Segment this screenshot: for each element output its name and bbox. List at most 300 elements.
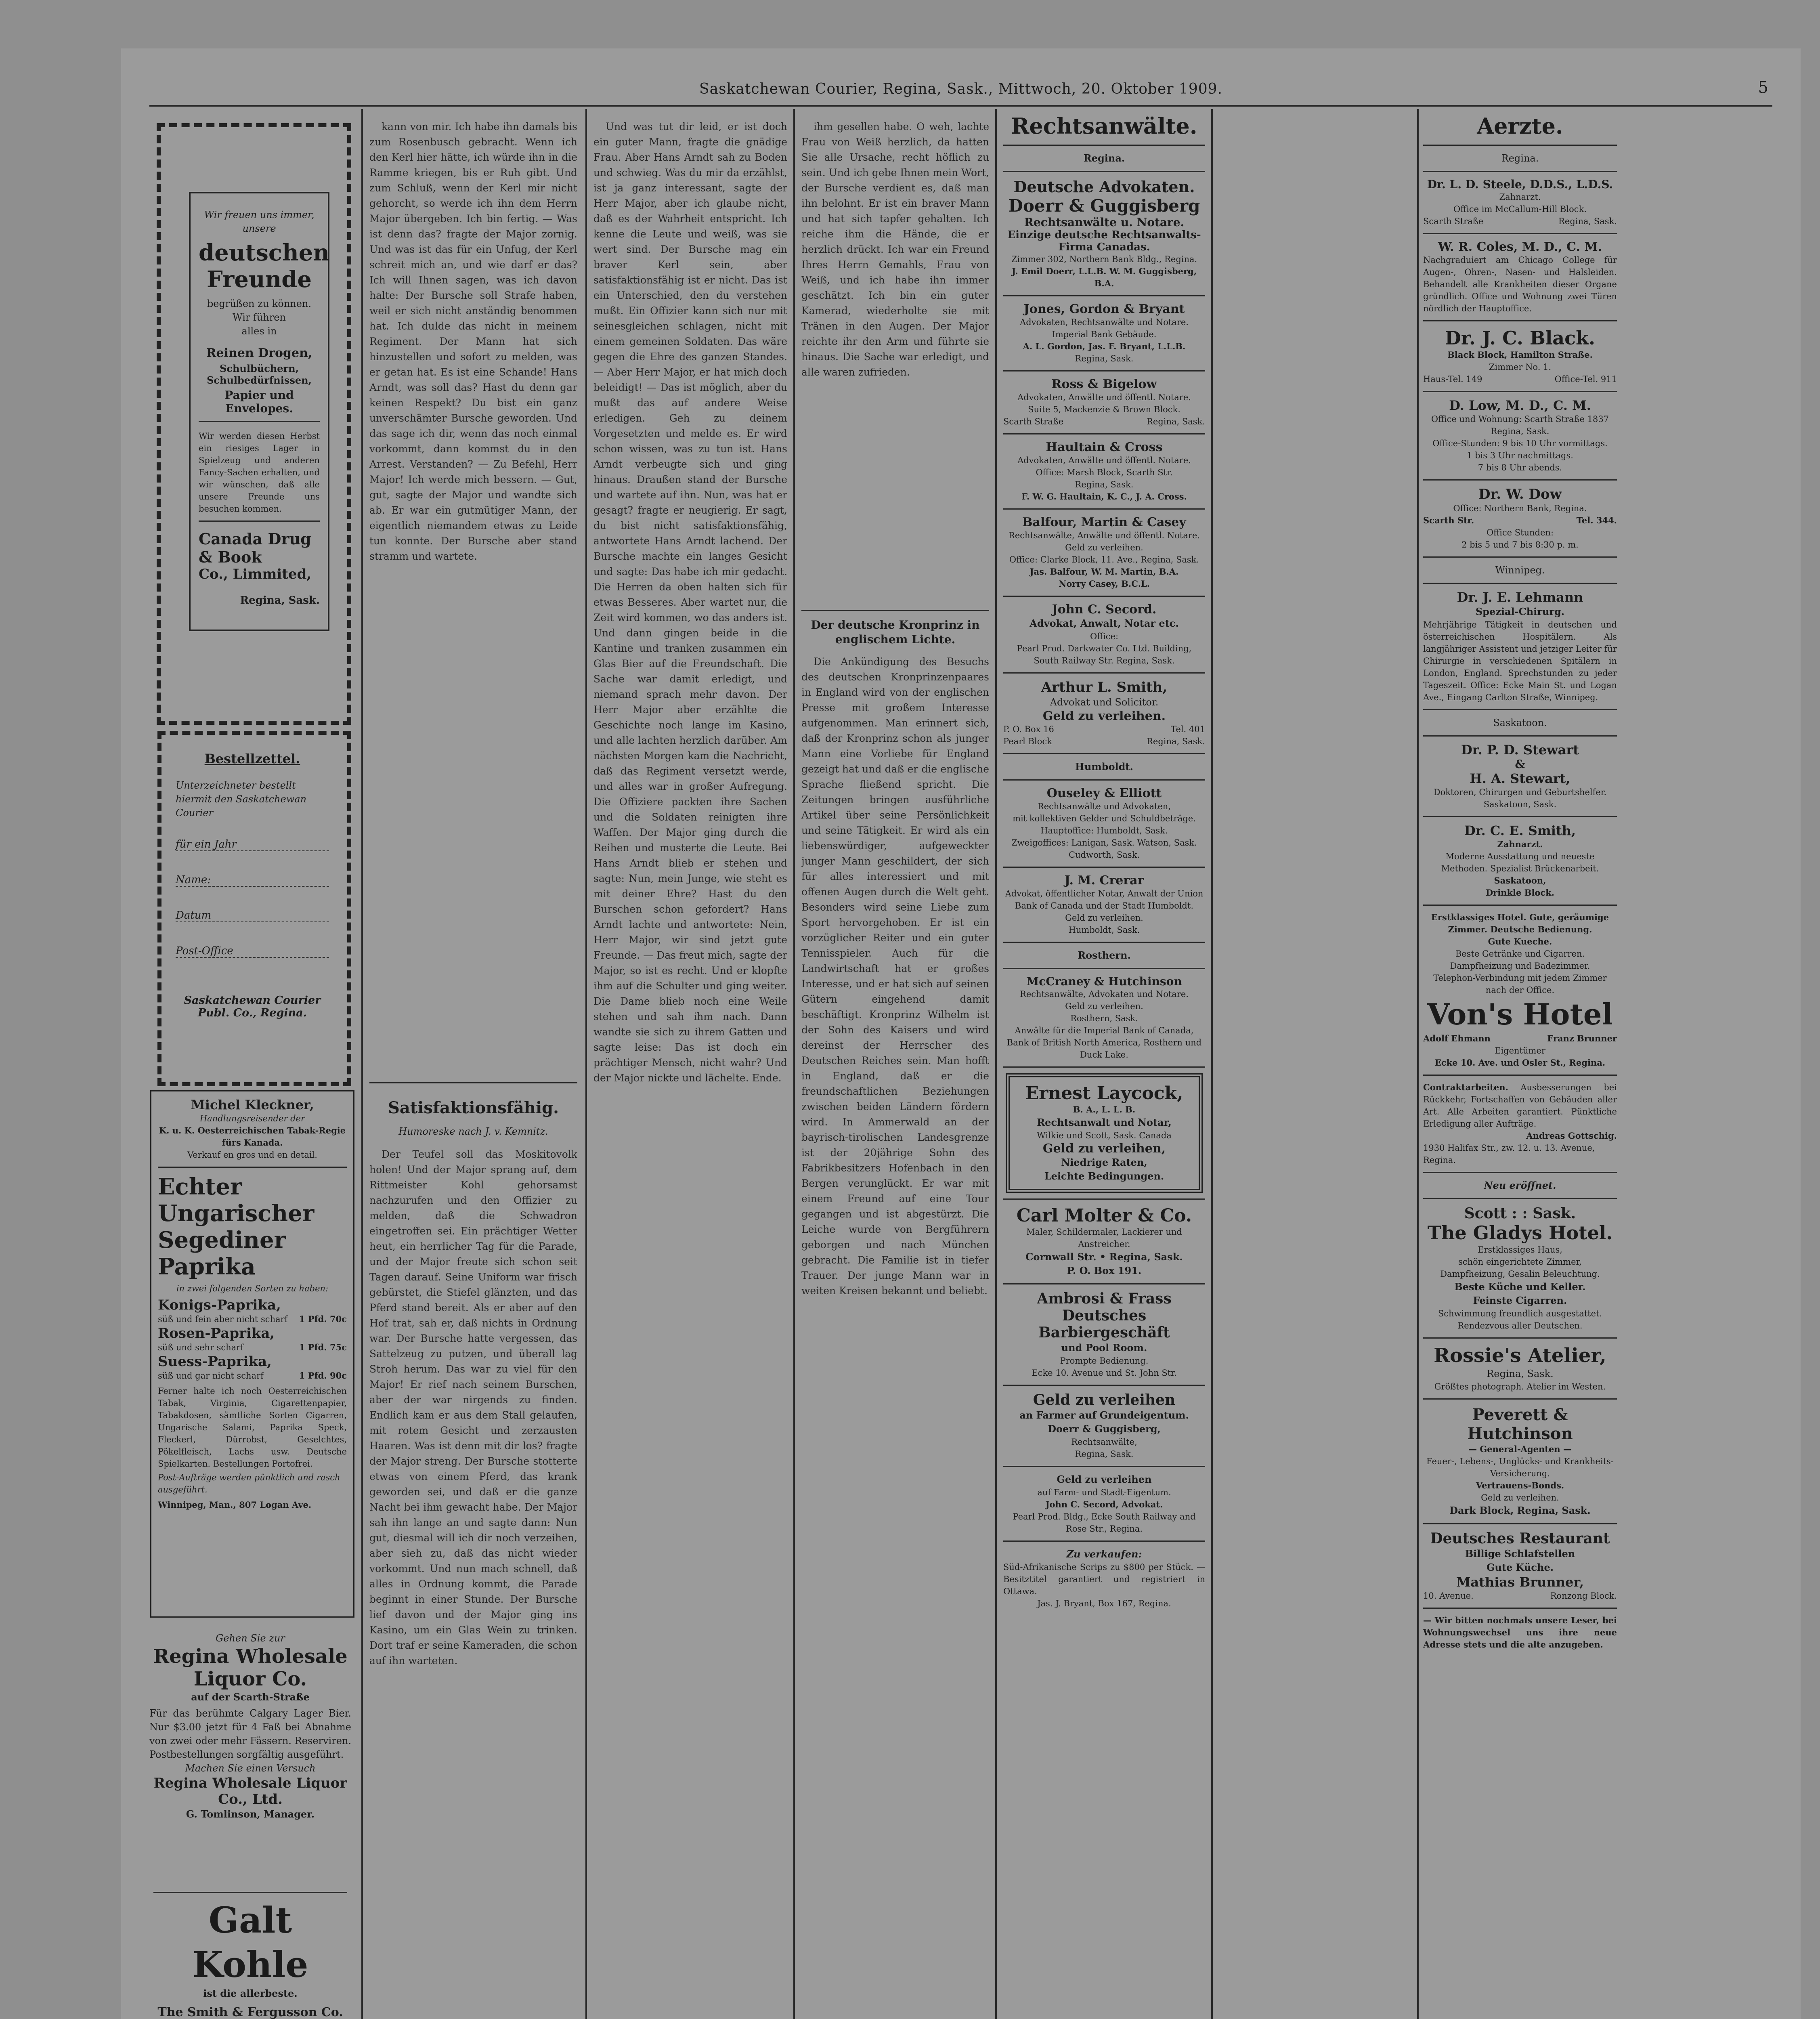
restaurant-title: Deutsches Restaurant	[1430, 1530, 1610, 1547]
restaurant-owner: Mathias Brunner,	[1456, 1574, 1584, 1590]
doctor-hours: 1 bis 3 Uhr nachmittags.	[1467, 451, 1573, 460]
doctor-body: Mehrjährige Tätigkeit in deutschen und österreichischen Hospitälern. Als langjähriger Assistent und jetziger Leiter für Chirurgie in verschiedenen Spitälern in London, England. Sprechstunden zu jeder Tageszeit. Office: Ecke Main St. und Logan Ave., Eingang Carlton Straße, Winnipeg.	[1423, 620, 1617, 702]
ad-body: Wir werden diesen Herbst ein riesiges Lager in Spielzeug und anderen Fancy-Sachen erhalten, und wir wünschen, daß alle unsere Freunde uns besuchen kommen.	[199, 431, 320, 514]
order-form-footer: Saskatchewan Courier Publ. Co., Regina.	[184, 994, 321, 1019]
firm-name: J. M. Crerar	[1064, 873, 1144, 888]
firm-city: Regina, Sask.	[1147, 417, 1205, 426]
firm-partners: Norry Casey, B.C.L.	[1059, 579, 1150, 589]
doctor-black	[1423, 327, 1617, 385]
headline-line: Echter	[158, 1173, 242, 1200]
canada-drug-inner-frame	[189, 192, 329, 631]
atelier-city: Regina, Sask.	[1487, 1368, 1554, 1379]
restaurant-line: Gute Küche.	[1486, 1561, 1554, 1573]
agency-sub: — General-Agenten —	[1468, 1444, 1572, 1454]
ad-line: begrüßen zu können. Wir führen	[207, 298, 312, 323]
firm-city: Rosthern, Sask.	[1070, 1014, 1138, 1023]
divider	[801, 610, 989, 611]
divider	[1003, 1385, 1205, 1386]
divider	[1003, 672, 1205, 674]
firm-name: Arthur L. Smith,	[1041, 679, 1168, 695]
lawyer-haultain	[1003, 440, 1205, 503]
firm-addr: Pearl Prod. Bldg., Ecke South Railway and Rose Str., Regina.	[1013, 1512, 1196, 1534]
ad-sign: Jas. J. Bryant, Box 167, Regina.	[1037, 1599, 1171, 1608]
doctor-addr: Black Block, Hamilton Straße.	[1447, 350, 1593, 360]
restaurant-addr: 10. Avenue.	[1423, 1591, 1474, 1601]
agency-name: Peverett & Hutchinson	[1467, 1405, 1573, 1443]
divider	[1003, 1198, 1205, 1200]
firm-desc: Anwälte für die Imperial Bank of Canada, Bank of British North America, Rosthern und Duck Lake.	[1006, 1026, 1202, 1060]
kleckner-sub: Verkauf en gros und en detail.	[187, 1150, 317, 1160]
divider	[199, 520, 320, 522]
doctor-hours: 7 bis 8 Uhr abends.	[1478, 463, 1562, 472]
brunner-restaurant-ad	[1423, 1530, 1617, 1602]
doctor-office: Office im McCallum-Hill Block.	[1453, 204, 1587, 214]
order-form-field-year[interactable]: für ein Jahr	[176, 836, 329, 851]
hotel-line: Dampfheizung und Badezimmer.	[1450, 961, 1590, 971]
paprika-name: Rosen-Paprika,	[158, 1325, 275, 1341]
firm-service: Prompte Bedienung.	[1060, 1356, 1149, 1366]
firm-sub: und Pool Room.	[1061, 1342, 1147, 1354]
firm-terms: Leichte Bedingungen.	[1044, 1170, 1164, 1182]
doctor-hours-title: Office Stunden:	[1486, 528, 1554, 537]
lawyer-secord	[1003, 602, 1205, 667]
firm-geld: Geld zu verleihen.	[1042, 709, 1166, 723]
doctor-sub: Doktoren, Chirurgen und Geburtshelfer.	[1433, 787, 1607, 797]
ad-products: Papier und Envelopes.	[224, 388, 294, 415]
story-continued-text	[593, 119, 787, 2019]
top-rule	[149, 105, 1772, 107]
liquor-body: Für das berühmte Calgary Lager Bier. Nur $3.00 jetzt für 4 Faß bei Abnahme von zwei oder mehr Fässern. Reserviren. Postbestellungen sorgfältig ausgeführt.	[149, 1708, 351, 1760]
divider	[1003, 867, 1205, 868]
firm-office: Office: Clarke Block, 11. Ave., Regina, Sask.	[1009, 555, 1199, 565]
doctor-tel: Haus-Tel. 149	[1423, 374, 1482, 384]
firm-addr: Wilkie und Scott, Sask. Canada	[1037, 1131, 1172, 1140]
city-header: Humboldt.	[1075, 761, 1133, 772]
ad-headline: deutschen Freunde	[199, 239, 330, 293]
firm-office: Zweigoffices: Lanigan, Sask. Watson, Sask. Cudworth, Sask.	[1011, 838, 1197, 860]
divider	[1003, 295, 1205, 296]
lawyer-doerr	[1003, 178, 1205, 290]
firm-geld: Geld zu verleihen,	[1042, 1142, 1166, 1156]
order-form	[157, 731, 351, 1086]
firm-name: Doerr & Guggisberg,	[1048, 1423, 1161, 1435]
molter-ad	[1003, 1205, 1205, 1278]
divider	[1003, 1283, 1205, 1284]
firm-name: John C. Secord, Advokat.	[1045, 1499, 1163, 1509]
liquor-firm: Co., Ltd.	[218, 1791, 283, 1807]
doctor-room: Zimmer No. 1.	[1489, 362, 1552, 372]
gottschig-ad	[1423, 1081, 1617, 1166]
order-form-field-date[interactable]: Datum	[176, 907, 329, 922]
paprika-price: 1 Pfd. 75c	[299, 1342, 347, 1352]
divider	[1423, 1198, 1617, 1199]
divider	[1423, 905, 1617, 906]
divider	[1003, 508, 1205, 510]
ampersand: &	[1515, 758, 1525, 771]
doctor-city: Saskatoon,	[1494, 875, 1546, 886]
doctor-street: Scarth Str.	[1423, 515, 1474, 525]
ad-body: Ausbesserungen bei Rückkehr, Fortschaffen von Gebäuden aller Art. Alle Arbeiten garantiert. Pünktliche Erledigung aller Aufträge.	[1423, 1083, 1617, 1129]
hotel-owner: Adolf Ehmann	[1423, 1033, 1491, 1043]
city-header: Saskatoon.	[1493, 717, 1547, 728]
city-header: Rosthern.	[1078, 949, 1131, 961]
atelier-sub: Größtes photograph. Atelier im Westen.	[1434, 1382, 1606, 1391]
paprika-name: Suess-Paprika,	[158, 1354, 272, 1370]
doctor-name: Dr. J. C. Black.	[1445, 327, 1596, 349]
kleckner-name: Michel Kleckner,	[191, 1097, 314, 1112]
firm-sub: Rechtsanwälte, Advokaten und Notare.	[1020, 989, 1189, 999]
firm-title: Deutsche Advokaten.	[1013, 178, 1195, 196]
firm-addr: Zimmer 302, Northern Bank Bldg., Regina.	[1011, 254, 1197, 264]
hotel-line: Schwimmung freundlich ausgestattet.	[1438, 1309, 1602, 1318]
ad-firm: Co., Limmited,	[199, 566, 312, 582]
firm-street: Scarth Straße	[1003, 417, 1064, 426]
hotel-city: Scott : : Sask.	[1464, 1205, 1576, 1222]
doctor-hours: Office-Stunden: 9 bis 10 Uhr vormittags.	[1432, 439, 1608, 448]
hotel-line: Erstklassiges Haus,	[1478, 1245, 1562, 1255]
firm-name: Jones, Gordon & Bryant	[1023, 302, 1185, 316]
paprika-list	[158, 1297, 347, 1382]
kleckner-body: Post-Aufträge werden pünktlich und rasch ausgeführt.	[158, 1473, 340, 1494]
liquor-firm: Regina Wholesale Liquor	[153, 1775, 347, 1791]
doctor-city: Regina, Sask.	[1558, 216, 1617, 226]
ad-name: Andreas Gottschig.	[1526, 1131, 1617, 1141]
doctor-sub: Zahnarzt.	[1499, 192, 1541, 202]
order-form-field-postoffice[interactable]: Post-Office	[176, 942, 329, 958]
firm-name: Balfour, Martin & Casey	[1022, 515, 1186, 529]
agency-line: Vertrauens-Bonds.	[1476, 1480, 1564, 1490]
doctor-street: Scarth Straße	[1423, 216, 1484, 226]
column-rule	[361, 109, 363, 2019]
firm-name: McCraney & Hutchinson	[1026, 975, 1182, 988]
firm-addr: Cornwall Str. • Regina, Sask.	[1025, 1251, 1183, 1263]
divider	[1003, 753, 1205, 754]
firm-box: P. O. Box 16	[1003, 724, 1054, 734]
city-header: Winnipeg.	[1495, 565, 1545, 576]
ad-products: Reinen Drogen,	[206, 346, 312, 360]
doctor-sub: Zahnarzt.	[1497, 839, 1543, 849]
hotel-head: Neu eröffnet.	[1484, 1179, 1556, 1191]
doctor-lehmann	[1423, 590, 1617, 703]
address-change-notice: — Wir bitten nochmals unsere Leser, bei Wohnungswechsel uns ihre neue Adresse stets und die alte anzugeben.	[1423, 1615, 1617, 1650]
column-rule	[793, 109, 795, 2019]
doctor-stewart	[1423, 742, 1617, 810]
firm-office: Office:	[1090, 632, 1119, 641]
restaurant-line: Billige Schlafstellen	[1465, 1548, 1575, 1559]
doctor-body: Nachgraduiert am Chicago College für Augen-, Ohren-, Nasen- und Halsleiden. Behandelt alle Krankheiten dieser Organe gründlich. Office und Wohnung zwei Türen nördlich der Hauptoffice.	[1423, 255, 1617, 313]
firm-geld: Geld zu verleihen.	[1065, 1001, 1143, 1011]
divider	[1003, 596, 1205, 597]
doctor-name: H. A. Stewart,	[1470, 771, 1570, 786]
kleckner-headline	[158, 1173, 347, 1280]
section-header: Rechtsanwälte.	[1011, 113, 1197, 139]
doctor-esmith	[1423, 823, 1617, 899]
divider	[1423, 1172, 1617, 1173]
galt-firm: The Smith & Fergusson Co.	[157, 2005, 343, 2019]
divider	[1423, 233, 1617, 234]
doctor-name: Dr. J. E. Lehmann	[1457, 590, 1583, 605]
doctor-city: Regina, Sask.	[1491, 426, 1550, 436]
ad-firm: Canada Drug & Book	[199, 530, 311, 566]
city-header: Regina.	[1501, 153, 1539, 164]
doctor-tel: Office-Tel. 911	[1554, 374, 1617, 384]
atelier-name: Rossie's Atelier,	[1434, 1344, 1606, 1367]
firm-block: Pearl Block	[1003, 737, 1052, 746]
firm-sub: Rechtsanwalt und Notar,	[1037, 1117, 1172, 1128]
ad-title: Zu verkaufen:	[1066, 1548, 1142, 1560]
doctor-dow	[1423, 486, 1617, 551]
ad-title: Geld zu verleihen	[1057, 1473, 1152, 1485]
hotel-line: Gute Kueche.	[1488, 936, 1552, 947]
doctor-sub: Spezial-Chirurg.	[1475, 606, 1565, 617]
lawyer-ross	[1003, 377, 1205, 428]
firm-sub: Advokat und Solicitor.	[1050, 697, 1159, 708]
kleckner-sub: K. u. K. Oesterreichischen Tabak-Regie fürs Kanada.	[159, 1125, 346, 1148]
laycock-ad	[1006, 1073, 1203, 1193]
agency-line: Dark Block, Regina, Sask.	[1449, 1505, 1591, 1516]
firm-partners: J. Emil Doerr, L.L.B. W. M. Guggisberg, B.A.	[1011, 266, 1197, 288]
kleckner-sub: Handlungsreisender der	[199, 1114, 305, 1123]
order-form-field-name[interactable]: Name:	[176, 871, 329, 887]
paprika-item	[158, 1325, 347, 1354]
kronprinz-text	[801, 654, 989, 2019]
hotel-line: Beste Küche und Keller.	[1454, 1281, 1586, 1293]
masthead: Saskatchewan Courier, Regina, Sask., Mittwoch, 20. Oktober 1909.	[699, 81, 1222, 97]
ad-title: Geld zu verleihen	[1033, 1391, 1176, 1408]
doctor-name: Dr. C. E. Smith,	[1464, 823, 1576, 838]
firm-sub: Advokaten, Anwälte und öffentl. Notare.	[1017, 455, 1191, 465]
divider	[1423, 556, 1617, 558]
doctor-coles	[1423, 240, 1617, 315]
firm-addr: Ecke 10. Avenue und St. John Str.	[1032, 1368, 1177, 1378]
doctor-tel: Tel. 344.	[1576, 515, 1617, 525]
divider	[153, 1892, 347, 1893]
doctor-name: Dr. W. Dow	[1478, 486, 1562, 502]
hotel-name: Von's Hotel	[1427, 997, 1613, 1031]
firm-role: Rechtsanwälte,	[1071, 1437, 1137, 1447]
hotel-line: Beste Getränke und Cigarren.	[1455, 949, 1585, 959]
divider	[1423, 391, 1617, 392]
doctor-name: Dr. P. D. Stewart	[1461, 742, 1579, 758]
firm-geld: Geld zu verleihen.	[1065, 543, 1143, 552]
city-header: Regina.	[1083, 152, 1125, 164]
divider	[1423, 583, 1617, 584]
firm-sub: Advokaten, Rechtsanwälte und Notare.	[1020, 317, 1189, 327]
divider	[1003, 968, 1205, 969]
story-end-text	[801, 119, 989, 604]
ad-city: Regina, Sask.	[240, 594, 320, 607]
doctor-city: Saskatoon, Sask.	[1483, 800, 1557, 809]
hotel-line: Rendezvous aller Deutschen.	[1457, 1321, 1583, 1331]
divider	[369, 1082, 577, 1083]
divider	[158, 1167, 347, 1168]
firm-desc: Einzige deutsche Rechtsanwalts-Firma Canadas.	[1007, 229, 1201, 253]
story-text	[369, 1147, 577, 2019]
order-form-inner	[176, 751, 329, 1019]
rossie-atelier-ad	[1423, 1344, 1617, 1393]
lawyer-mccraney	[1003, 975, 1205, 1061]
headline-line: Paprika	[158, 1253, 256, 1280]
ad-title: Contraktarbeiten.	[1423, 1082, 1508, 1092]
firm-sub: Rechtsanwälte, Anwälte und öffentl. Notare.	[1009, 531, 1200, 540]
secord-geld-ad	[1003, 1473, 1205, 1535]
divider	[1423, 1075, 1617, 1076]
firm-box: P. O. Box 191.	[1067, 1265, 1142, 1276]
firm-name: Ernest Laycock,	[1025, 1083, 1183, 1104]
firm-sub: Maler, Schildermaler, Lackierer und Anstreicher.	[1026, 1227, 1182, 1249]
liquor-manager: G. Tomlinson, Manager.	[186, 1808, 315, 1820]
page-number: 5	[1758, 78, 1768, 97]
firm-degree: B. A., L. L. B.	[1073, 1104, 1136, 1114]
liquor-name: Regina Wholesale	[153, 1645, 348, 1668]
divider	[1003, 1466, 1205, 1467]
firm-terms: Niedrige Raten,	[1061, 1156, 1147, 1168]
firm-partners: F. W. G. Haultain, K. C., J. A. Cross.	[1021, 491, 1187, 502]
firm-name: Doerr & Guggisberg	[1008, 196, 1200, 216]
ambrosi-ad	[1003, 1290, 1205, 1379]
hotel-line: Telephon-Verbindung mit jedem Zimmer nach der Office.	[1433, 973, 1607, 995]
divider	[1423, 735, 1617, 737]
paprika-item	[158, 1297, 347, 1325]
geld-farmer-ad	[1003, 1391, 1205, 1460]
firm-partners: Jas. Balfour, W. M. Martin, B.A.	[1030, 567, 1179, 577]
peverett-ad	[1423, 1405, 1617, 1517]
lawyer-smith	[1003, 679, 1205, 747]
doctor-name: D. Low, M. D., C. M.	[1449, 398, 1591, 413]
lawyer-balfour	[1003, 515, 1205, 590]
kleckner-intro: in zwei folgenden Sorten zu haben:	[176, 1284, 329, 1293]
divider	[1003, 1066, 1205, 1068]
paprika-price: 1 Pfd. 90c	[299, 1370, 347, 1381]
doctor-name: W. R. Coles, M. D., C. M.	[1438, 240, 1602, 254]
hotel-line: Dampfheizung, Gesalin Beleuchtung.	[1440, 1269, 1600, 1279]
doctors-section	[1423, 113, 1617, 1651]
firm-name: Ouseley & Elliott	[1046, 786, 1162, 800]
firm-office: Imperial Bank Gebäude.	[1052, 330, 1157, 339]
firm-name: John C. Secord.	[1052, 602, 1157, 617]
restaurant-addr: Ronzong Block.	[1550, 1591, 1617, 1601]
hotel-line: Erstklassiges Hotel. Gute, geräumige Zimmer. Deutsche Bedienung.	[1431, 912, 1609, 934]
story-title: Satisfaktionsfähig.	[388, 1098, 559, 1117]
divider	[1423, 320, 1617, 321]
doctor-office: Office: Northern Bank, Regina.	[1453, 504, 1587, 513]
firm-geld: Geld zu verleihen.	[1065, 913, 1143, 923]
firm-city: Regina, Sask.	[1075, 480, 1134, 489]
liquor-street: auf der Scarth-Straße	[191, 1691, 310, 1703]
paprika-desc: süß und gar nicht scharf	[158, 1371, 264, 1381]
firm-sub: Advokaten, Anwälte und öffentl. Notare.	[1017, 392, 1191, 402]
lawyer-jones	[1003, 302, 1205, 365]
doctor-name: Dr. L. D. Steele, D.D.S., L.D.S.	[1427, 178, 1613, 191]
firm-city: Humboldt, Sask.	[1068, 925, 1140, 935]
ad-sub: auf Farm- und Stadt-Eigentum.	[1037, 1488, 1171, 1497]
lawyer-ouseley	[1003, 786, 1205, 861]
firm-name: Haultain & Cross	[1046, 440, 1163, 454]
firm-office: Hauptoffice: Humboldt, Sask.	[1040, 826, 1168, 835]
firm-city: Regina, Sask.	[1075, 354, 1134, 363]
galt-coal-ad	[149, 1898, 351, 2019]
divider	[1423, 479, 1617, 481]
agency-line: Feuer-, Lebens-, Unglücks- und Krankheits-Versicherung.	[1426, 1457, 1614, 1478]
divider	[1423, 1398, 1617, 1400]
paprika-price: 1 Pfd. 70c	[299, 1314, 347, 1324]
doctor-steele	[1423, 178, 1617, 227]
paragraph: kann von mir. Ich habe ihn damals bis zum Rosenbusch gebracht. Wenn ich den Kerl hier hätte, ich würde ihn in die Ramme kriegen, bis er Ruh gibt. Und zum Schluß, wenn der Kerl mir nicht gehorcht, so werde ich ihn dem Herrn Major übergeben. Ich bin fertig. — Was ist denn das? fragte der Major zornig. Und was ist das für ein Unfug, der Kerl schreit mich an, und wie darf er das? Ich will Ihnen sagen, was ich davon halte: Der Bursche soll Strafe haben, weil er sich nicht anständig benommen hat. Ich dulde das nicht in meinem Regiment. Der Mann hat sich hinzustellen und sofort zu melden, was er getan hat. Es ist eine Schande! Hans Arndt, was soll das? Hast du denn gar keinen Respekt? Du bist ein ganz unverschämter Bursche geworden. Und das sage ich dir, wenn das noch einmal vorkommt, dann kommst du in den Arrest. Verstanden? — Zu Befehl, Herr Major! Ich werde mich bessern. — Gut, gut, sagte der Major und wandte sich ab. Er war ein gutmütiger Mann, der eigentlich niemandem etwas zu Leide tun konnte. Der Bursche aber stand stramm und wartete.	[369, 121, 577, 562]
headline-line: Segediner	[158, 1227, 286, 1253]
paragraph: Und was tut dir leid, er ist doch ein guter Mann, fragte die gnädige Frau. Aber Hans Arndt sah zu Boden und schwieg. Was du mir da erzählst, ist ja ganz interessant, sagte der Herr Major, aber ich glaube nicht, daß es der Wahrheit entspricht. Ich kenne die Leute und weiß, was sie wert sind. Der Bursche mag ein braver Kerl sein, aber satisfaktionsfähig ist er nicht. Das ist ein Unterschied, den du verstehen mußt. Ein Offizier kann sich nur mit seinesgleichen schlagen, nicht mit einem gemeinen Soldaten. Das wäre gegen die Ehre des ganzen Standes. — Aber Herr Major, er hat mich doch beleidigt! — Das ist möglich, aber du mußt das auf andere Weise erledigen. Geh zu deinem Vorgesetzten und melde es. Er wird schon wissen, was zu tun ist. Hans Arndt verbeugte sich und ging hinaus. Draußen stand der Bursche und wartete auf ihn. Nun, was hat er gesagt? fragte er neugierig. Er sagt, du bist nicht satisfaktionsfähig, antwortete Hans Arndt lachend. Der Bursche machte ein langes Gesicht und sagte: Das habe ich mir gedacht. Die Herren da oben halten sich für etwas Besseres. Aber wartet nur, die Zeit wird kommen, wo das anders ist. Und dann gingen beide in die Kantine und tranken zusammen ein Glas Bier auf die Freundschaft. Die Sache war damit erledigt, und niemand sprach mehr davon. Der Herr Major aber erzählte die Geschichte noch lange im Kasino, und alle lachten herzlich darüber. Am nächsten Morgen kam die Nachricht, daß das Regiment versetzt werde, und alles war in großer Aufregung. Die Offiziere packten ihre Sachen und die Soldaten reinigten ihre Waffen. Der Major ging durch die Reihen und musterte die Leute. Bei Hans Arndt blieb er stehen und sagte: Nun, mein Junge, wie steht es mit deiner Ehre? Hast du den Burschen schon gefordert? Hans Arndt lachte und antwortete: Nein, Herr Major, wir sind jetzt gute Freunde. — Das freut mich, sagte der Major, so ist es recht. Und er klopfte ihm auf die Schulter und ging weiter. Die Dame blieb noch eine Weile stehen und sah ihm nach. Dann wandte sie sich zu ihrem Gatten und sagte leise: Das ist doch ein prächtiger Mensch, nicht wahr? Und der Major nickte und lächelte. Ende.	[593, 121, 787, 1084]
hotel-owner: Franz Brunner	[1547, 1033, 1617, 1043]
section-header: Aerzte.	[1477, 113, 1563, 139]
paprika-item	[158, 1354, 347, 1382]
divider	[1003, 171, 1205, 172]
firm-partners: A. L. Gordon, Jas. F. Bryant, L.L.B.	[1023, 341, 1186, 351]
paprika-desc: süß und fein aber nicht scharf	[158, 1314, 288, 1324]
divider	[1003, 145, 1205, 146]
divider	[1423, 1608, 1617, 1609]
firm-name: Ross & Bigelow	[1051, 377, 1157, 391]
firm-desc: mit kollektiven Gelder und Schuldbeträge.	[1013, 814, 1196, 823]
hotel-name: The Gladys Hotel.	[1427, 1222, 1613, 1244]
divider	[1003, 370, 1205, 371]
kleckner-ad	[150, 1090, 354, 1618]
kronprinz-subhead: Der deutsche Kronprinz in englischem Lichte.	[811, 618, 980, 646]
divider	[1423, 1523, 1617, 1524]
divider	[1423, 145, 1617, 146]
firm-sub: Advokat, Anwalt, Notar etc.	[1030, 617, 1179, 629]
order-form-intro: Unterzeichneter bestellt hiermit den Saskatchewan Courier	[176, 780, 307, 819]
canada-drug-ad	[157, 123, 351, 725]
paprika-name: Konigs-Paprika,	[158, 1297, 281, 1313]
divider	[1423, 709, 1617, 710]
ad-intro: Wir freuen uns immer, unsere	[204, 209, 315, 234]
galt-slogan: ist die allerbeste.	[203, 1988, 298, 1999]
hotel-line: schön eingerichtete Zimmer,	[1458, 1257, 1582, 1267]
liquor-name: Liquor Co.	[193, 1668, 307, 1690]
firm-title: Deutsches Barbiergeschäft	[1038, 1307, 1170, 1341]
firm-city: Regina, Sask.	[1075, 1449, 1134, 1459]
divider	[1003, 942, 1205, 943]
firm-city: Regina, Sask.	[1147, 737, 1205, 746]
hotel-line: Feinste Cigarren.	[1473, 1295, 1567, 1306]
paragraph: Die Ankündigung des Besuchs des deutschen Kronprinzenpaares in England wird von der englischen Presse mit großem Interesse aufgenommen. Man erinnert sich, daß der Kronprinz schon als junger Mann eine Vorliebe für England gezeigt hat und daß er die englische Sprache fließend spricht. Die Zeitungen bringen ausführliche Artikel über seine Persönlichkeit und seine Tätigkeit. Er wird als ein liebenswürdiger, aufgeweckter junger Mann geschildert, der sich für alles interessiert und mit offenen Augen durch die Welt geht. Besonders wird seine Liebe zum Sport hervorgehoben. Er ist ein vorzüglicher Reiter und ein guter Tennisspieler. Auch für die Landwirtschaft hat er großes Interesse, und er hat sich auf seinen Gütern eingehend damit beschäftigt. Kronprinz Wilhelm ist der Sohn des Kaisers und wird dereinst der Herrscher des Deutschen Reiches sein. Man hofft in England, daß er die freundschaftlichen Beziehungen zwischen beiden Ländern fördern wird. In Ammerwald an der bayrisch-tirolischen Landesgrenze ist der 20jährige Sohn des Fabrikbesitzers Hofenbach in den Bergen verunglückt. Er war mit einem Freund auf eine Tour gegangen und ist abgestürzt. Die Leiche wurde von Bergführern geborgen und nach München gebracht. Die Familie ist in tiefer Trauer. Der junge Mann war in weiten Kreisen bekannt und beliebt.	[801, 656, 989, 1297]
vons-hotel-ad	[1423, 911, 1617, 1069]
firm-sub: Rechtsanwälte und Advokaten,	[1037, 802, 1171, 811]
order-form-title: Bestellzettel.	[204, 751, 300, 766]
column-rule	[995, 109, 997, 2019]
column-rule	[1417, 109, 1419, 2019]
column-rule	[585, 109, 587, 2019]
ad-line: alles in	[241, 325, 277, 337]
doctor-body: Moderne Ausstattung und neueste Methoden. Spezialist Brückenarbeit.	[1441, 852, 1599, 873]
ad-products: Schulbüchern, Schulbedürfnissen,	[207, 363, 312, 386]
liquor-call: Machen Sie einen Versuch	[185, 1763, 316, 1774]
ad-body: Süd-Afrikanische Scrips zu $800 per Stück. — Besitztitel garantiert und registriert in Ottawa.	[1003, 1562, 1205, 1596]
divider	[1423, 816, 1617, 817]
divider	[1003, 779, 1205, 781]
firm-sub: Advokat, öffentlicher Notar, Anwalt der Union Bank of Canada und der Stadt Humboldt.	[1005, 889, 1204, 911]
paragraph: Der Teufel soll das Moskitovolk holen! Und der Major sprang auf, dem Rittmeister Kohl gehorsamst nachzurufen und den Offizier zu melden, daß die Schwadron eingetroffen sei. Ein prächtiger Wetter heut, ein herrlicher Tag für die Parade, und der Major freute sich schon seit Tagen darauf. Seine Uniform war frisch gebürstet, die Stiefel glänzten, und das Pferd stand bereit. Als er aber auf den Hof trat, sah er, daß nichts in Ordnung war. Der Bursche hatte vergessen, das Sattelzeug zu putzen, und überall lag Stroh herum. Das war zu viel für den Major! Er rief nach seinem Burschen, aber der war nirgends zu finden. Endlich kam er aus dem Stall gelaufen, mit rotem Gesicht und zerzausten Haaren. Was ist denn mit dir los? fragte der Major streng. Der Bursche stotterte etwas von einem Pferd, das krank geworden sei, und daß er die ganze Nacht bei ihm gewacht habe. Der Major sah ihn lange an und sagte dann: Nun gut, diesmal will ich dir noch verzeihen, aber sieh zu, daß das nicht wieder vorkommt. Und nun mach schnell, daß alles in Ordnung kommt, die Parade beginnt in einer Stunde. Der Bursche lief davon und der Major ging ins Kasino, um ein Glas Wein zu trinken. Dort traf er seine Kameraden, die schon auf ihn warteten.	[369, 1148, 577, 1666]
hotel-role: Eigentümer	[1495, 1046, 1545, 1056]
headline-line: Ungarischer	[158, 1200, 315, 1227]
column-rule	[1211, 109, 1213, 2019]
firm-sub: Rechtsanwälte u. Notare.	[1024, 216, 1185, 229]
newspaper-page	[121, 48, 1801, 2019]
kleckner-body: Ferner halte ich noch Oesterreichischen Tabak, Virginia, Cigarettenpapier, Tabakdosen, sämtliche Sorten Cigarren, Ungarische Salami, Paprika Speck, Fleckerl, Dürrobst, Geselchtes, Pökelfleisch, Lachs usw. Deutsche Spielkarten. Bestellungen Portofrei.	[158, 1386, 347, 1469]
doctor-low	[1423, 398, 1617, 474]
ad-addr: 1930 Halifax Str., zw. 12. u. 13. Avenue, Regina.	[1423, 1143, 1595, 1165]
divider	[1003, 1540, 1205, 1542]
lawyer-crerar	[1003, 873, 1205, 936]
